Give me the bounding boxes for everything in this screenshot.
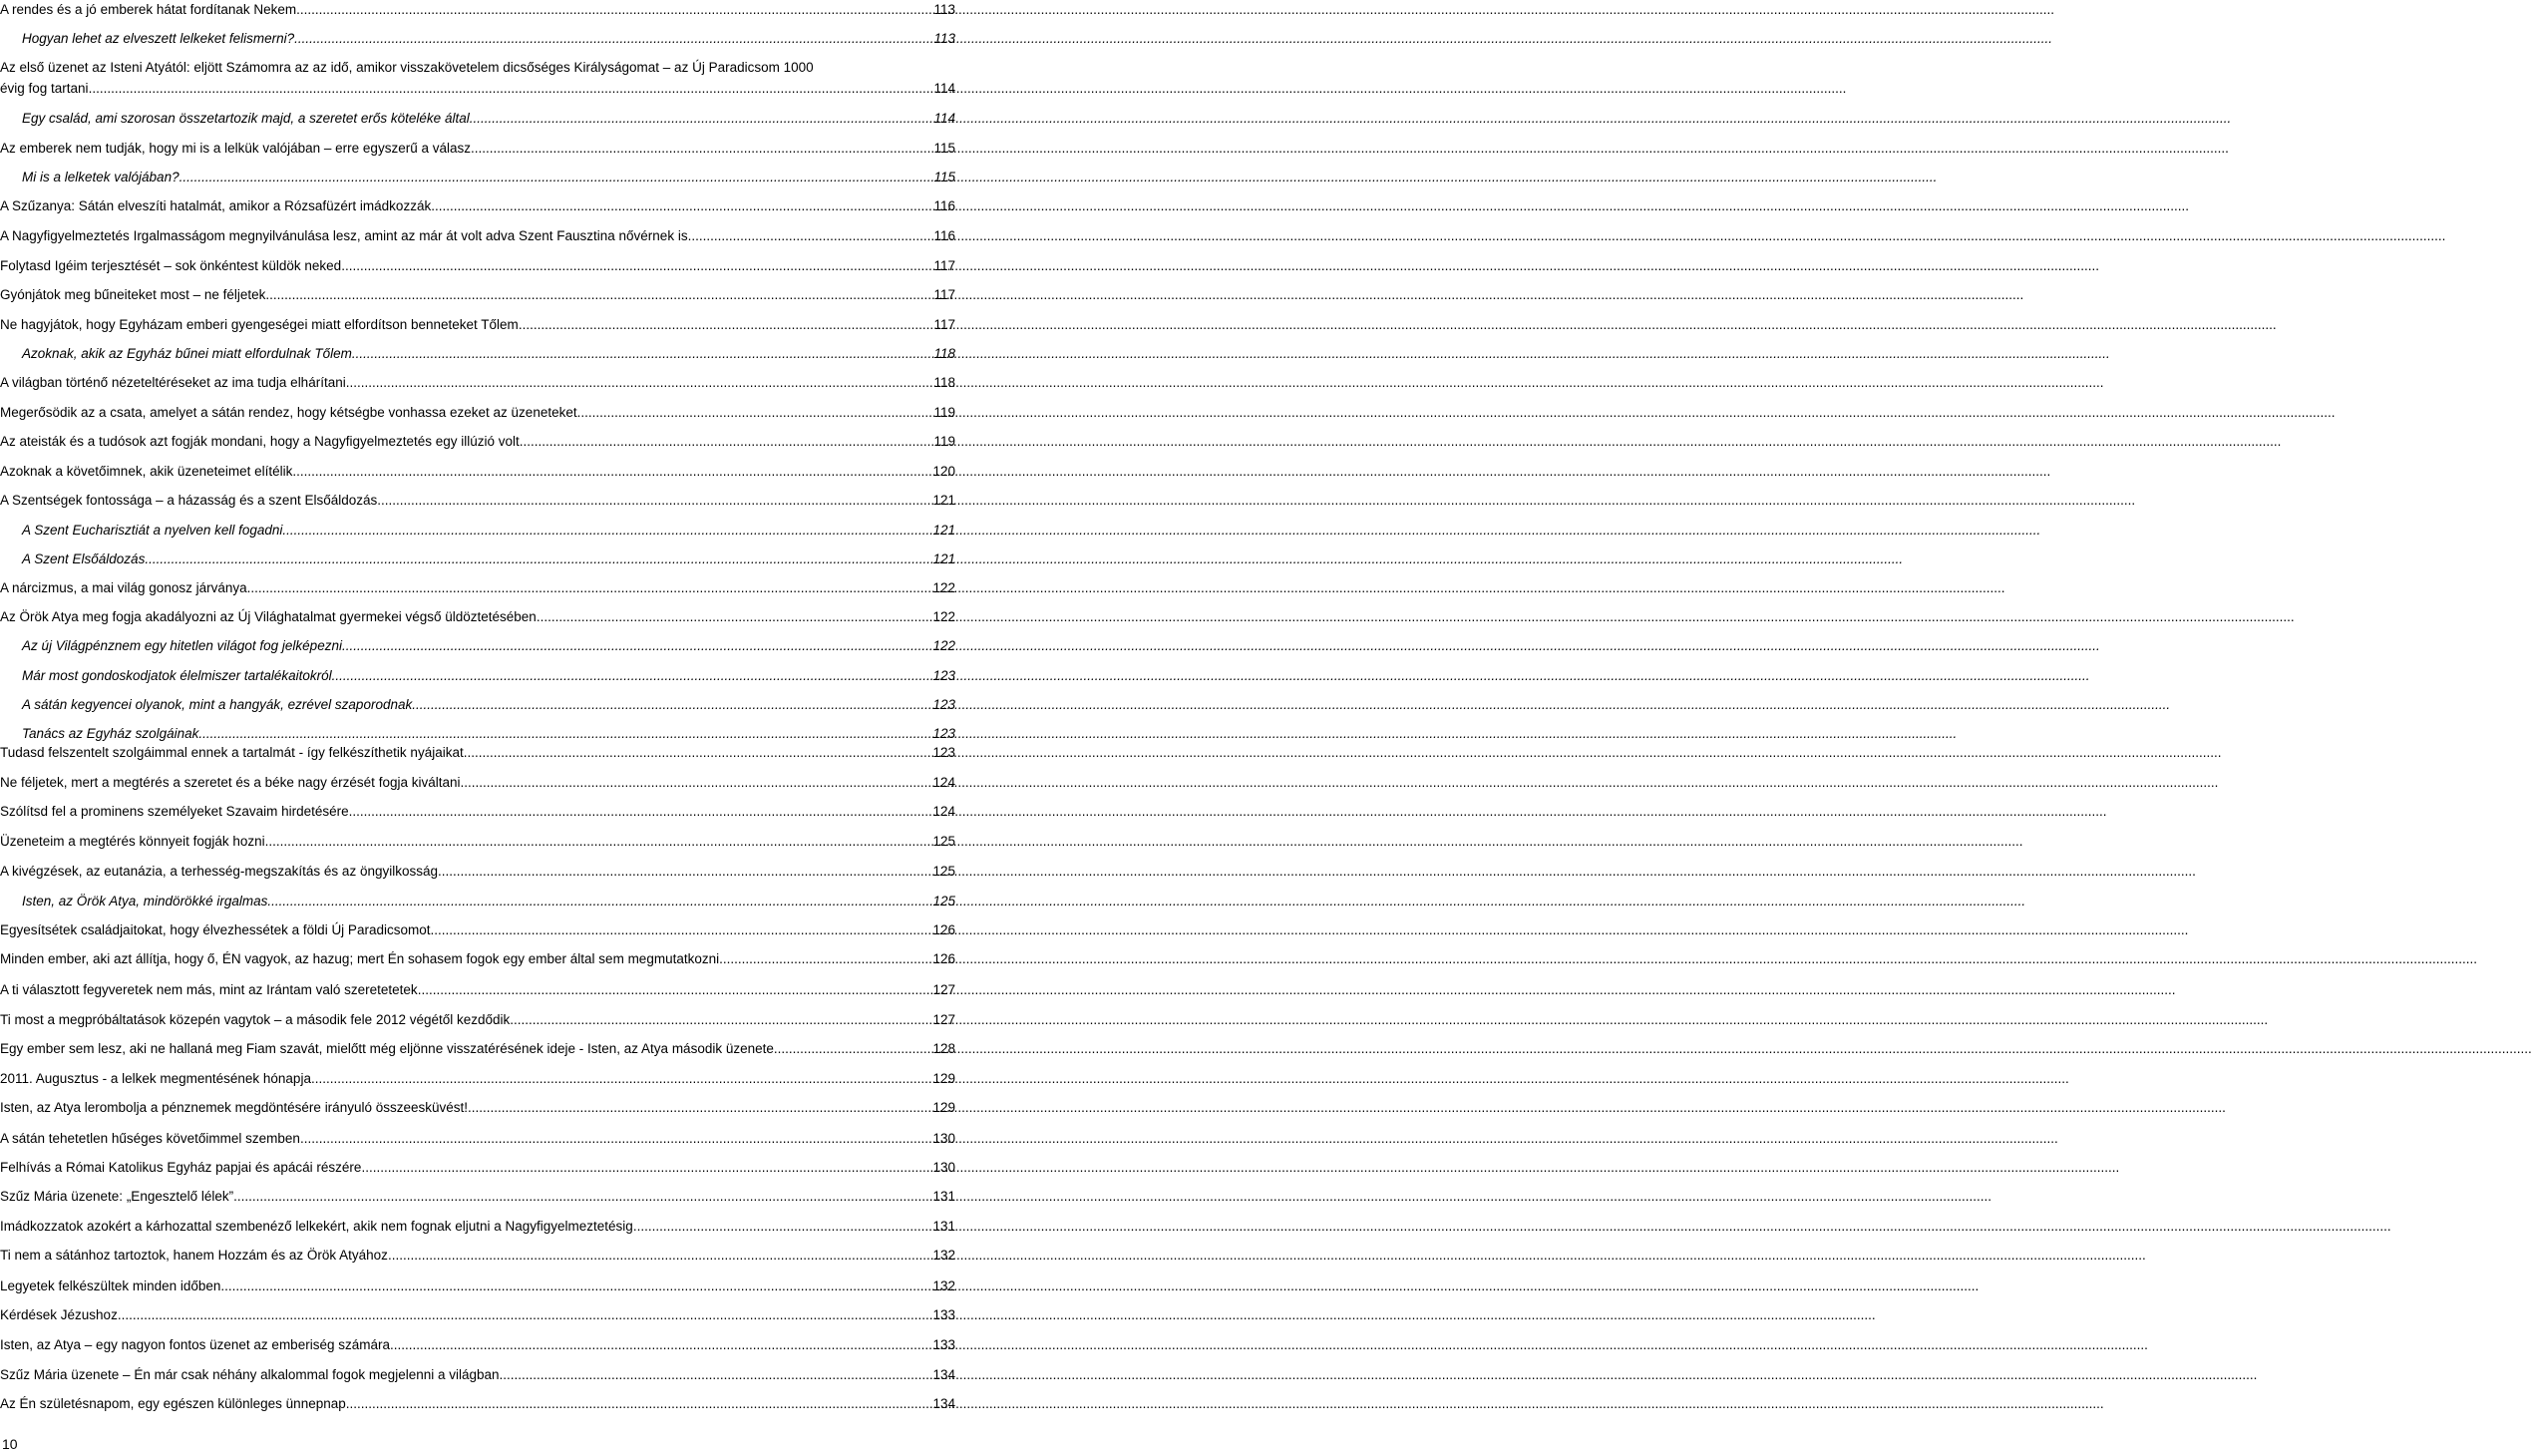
toc-entry[interactable] <box>0 523 955 539</box>
toc-entry-page: 129 <box>932 1071 955 1086</box>
toc-entry-title: Az Én születésnapom, egy egészen különleges ünnepnap <box>0 1396 346 1411</box>
toc-entry-page: 125 <box>932 864 955 879</box>
toc-entry-title: Tudasd felszentelt szolgáimmal ennek a tartalmát - így felkészíthetik nyájaikat <box>0 745 464 760</box>
dot-leader <box>431 198 931 214</box>
toc-entry[interactable] <box>0 1189 955 1205</box>
toc-entry-title: Ne féljetek, mert a megtérés a szeretet és a béke nagy érzését fogja kiváltani <box>0 775 461 790</box>
toc-entry-page: 113 <box>933 2 955 17</box>
toc-entry-title: Szűz Mária üzenete – Én már csak néhány alkalommal fogok megjelenni a világban <box>0 1367 500 1382</box>
toc-entry-title: A Szent Eucharisztiát a nyelven kell fogadni <box>22 523 283 538</box>
dot-leader <box>296 2 931 18</box>
dot-leader <box>341 258 931 274</box>
toc-entry-title: A kivégzések, az eutanázia, a terhesség-megszakítás és az öngyilkosság <box>0 864 438 879</box>
toc-entry[interactable] <box>0 580 955 596</box>
toc-entry-page: 133 <box>932 1307 955 1322</box>
toc-entry-title: A nárcizmus, a mai világ gonosz járványa <box>0 580 247 595</box>
toc-entry[interactable] <box>0 834 955 850</box>
toc-entry[interactable] <box>0 141 955 157</box>
dot-leader <box>418 982 931 998</box>
toc-entry[interactable] <box>0 609 955 625</box>
dot-leader <box>346 1396 931 1412</box>
toc-entry[interactable] <box>0 228 955 244</box>
dot-leader <box>524 434 932 450</box>
toc-entry-page: 122 <box>932 609 955 624</box>
toc-entry-page: 125 <box>932 834 955 849</box>
dot-leader <box>294 31 931 47</box>
toc-entry-page: 113 <box>933 31 955 46</box>
dot-leader <box>198 726 930 742</box>
toc-entry[interactable] <box>0 1131 955 1147</box>
dot-leader <box>468 1100 930 1116</box>
toc-entry-title: A ti választott fegyveretek nem más, mint az Irántam való szeretetetek <box>0 982 418 997</box>
toc-entry-title: Felhívás a Római Katolikus Egyház papjai és apácái részére <box>0 1160 362 1175</box>
toc-entry[interactable] <box>0 258 955 274</box>
toc-entry-title: Isten, az Örök Atya, mindörökké irgalmas <box>22 894 268 909</box>
dot-leader <box>265 287 931 303</box>
toc-entry-page: 130 <box>932 1131 955 1146</box>
toc-entry-title: Az új Világpénznem egy hitetlen világot fog jelképezni <box>22 638 342 653</box>
toc-entry-page: 134 <box>932 1367 955 1382</box>
toc-entry[interactable] <box>0 697 955 713</box>
dot-leader <box>267 894 930 910</box>
toc-entry[interactable] <box>0 170 955 185</box>
dot-leader <box>633 1219 931 1235</box>
toc-entry-page: 132 <box>932 1248 955 1263</box>
toc-entry-page: 117 <box>933 317 955 332</box>
toc-entry-title: Legyetek felkészültek minden időben <box>0 1278 221 1293</box>
dot-leader <box>118 1307 931 1323</box>
dot-leader <box>500 1367 931 1383</box>
toc-entry[interactable] <box>0 551 955 567</box>
dot-leader <box>577 405 932 421</box>
toc-entry[interactable] <box>0 31 955 47</box>
toc-entry-page: 127 <box>932 982 955 997</box>
toc-entry-page: 126 <box>932 922 955 937</box>
dot-leader <box>377 493 930 509</box>
toc-entry-page: 114 <box>933 81 955 96</box>
toc-entry-title: Imádkozzatok azokért a kárhozattal szembenéző lelkekért, akik nem fognak eljutni a Nagyfigyelmeztetésig <box>0 1219 633 1234</box>
toc-entry-page: 119 <box>933 405 955 420</box>
toc-entry-title: Egyesítsétek családjaitokat, hogy élvezhessétek a földi Új Paradicsomot <box>0 922 431 937</box>
toc-entry-page: 121 <box>932 493 955 508</box>
toc-entry[interactable] <box>0 81 955 97</box>
toc-entry[interactable] <box>0 1100 955 1116</box>
toc-entry-title: Folytasd Igéim terjesztését – sok önkéntest küldök neked <box>0 258 342 273</box>
toc-entry-title: A sátán tehetetlen hűséges követőimmel szemben <box>0 1131 300 1146</box>
toc-entry[interactable] <box>0 668 955 684</box>
toc-entry-title: A Nagyfigyelmeztetés Irgalmasságom megnyilvánulása lesz, amint az már át volt adva Szent Fausztina nővérnek is <box>0 228 688 243</box>
toc-entry-page: 123 <box>932 668 955 683</box>
toc-entry-title: Kérdések Jézushoz <box>0 1307 118 1322</box>
toc-entry-title: A világban történő nézeteltéréseket az ima tudja elhárítani <box>0 375 346 390</box>
toc-entry-title: Ne hagyjátok, hogy Egyházam emberi gyengeségei miatt elfordítson benneteket Tőlem <box>0 317 519 332</box>
dot-leader <box>300 1131 931 1147</box>
dot-leader <box>292 464 930 480</box>
dot-leader <box>510 1012 930 1028</box>
toc-entry[interactable] <box>0 1307 955 1323</box>
page-number: 10 <box>2 1436 18 1452</box>
toc-entry[interactable] <box>0 894 955 910</box>
toc-entry-title: A sátán kegyencei olyanok, mint a hangyák, ezrével szaporodnak <box>22 697 413 712</box>
toc-entry[interactable] <box>0 1278 955 1294</box>
toc-entry-title: Mi is a lelketek valójában? <box>22 170 180 184</box>
toc-entry-title-line1: Az első üzenet az Isteni Atyától: eljött Számomra az az idő, amikor visszakövetelem dicsőséges Királyságomat – az Új Paradicsom 1000 <box>0 60 814 75</box>
toc-entry-title: Azoknak a követőimnek, akik üzeneteimet elítélik <box>0 464 293 479</box>
toc-entry-page: 115 <box>933 170 955 184</box>
toc-entry[interactable] <box>0 346 955 362</box>
dot-leader <box>361 1160 930 1176</box>
toc-entry-title: Ti most a megpróbáltatások közepén vagytok – a második fele 2012 végétől kezdődik <box>0 1012 511 1027</box>
toc-entry[interactable] <box>0 434 955 450</box>
toc-entry[interactable] <box>0 951 955 967</box>
dot-leader <box>220 1278 930 1294</box>
toc-entry-title: Megerősödik az a csata, amelyet a sátán rendez, hogy kétségbe vonhassa ezeket az üzeneteket <box>0 405 577 420</box>
dot-leader <box>537 609 931 625</box>
toc-entry[interactable] <box>0 864 955 880</box>
toc-entry-page: 121 <box>932 523 955 538</box>
toc-entry-page: 116 <box>933 198 955 213</box>
dot-leader <box>461 775 931 791</box>
toc-entry-page: 131 <box>932 1219 955 1234</box>
toc-entry[interactable] <box>0 1248 955 1264</box>
toc-entry[interactable] <box>0 775 955 791</box>
dot-leader <box>233 1189 930 1205</box>
toc-entry-page: 130 <box>932 1160 955 1175</box>
toc-entry[interactable] <box>0 922 955 938</box>
toc-entry[interactable] <box>0 375 955 391</box>
toc-entry-title: Tanács az Egyház szolgáinak <box>22 726 199 741</box>
toc-entry-title: Isten, az Atya lerombolja a pénznemek megdöntésére irányuló összeesküvést! <box>0 1100 469 1115</box>
toc-entry[interactable] <box>0 638 955 654</box>
toc-entry[interactable] <box>0 1160 955 1176</box>
toc-entry[interactable] <box>0 1337 955 1353</box>
dot-leader <box>346 375 932 391</box>
toc-entry-title: Hogyan lehet az elveszett lelkeket felismerni? <box>22 31 295 46</box>
toc-entry-page: 118 <box>933 375 955 390</box>
toc-entry-page: 123 <box>932 697 955 712</box>
toc-entry[interactable] <box>0 1071 955 1087</box>
toc-entry-page: 125 <box>932 894 955 909</box>
dot-leader <box>774 1041 931 1057</box>
dot-leader <box>688 228 932 244</box>
toc-entry-title: Azoknak, akik az Egyház bűnei miatt elfordulnak Tőlem <box>22 346 352 361</box>
toc-entry-page: 122 <box>932 580 955 595</box>
toc-entry-page: 123 <box>932 726 955 741</box>
dot-leader <box>180 170 932 185</box>
dot-leader <box>342 638 931 654</box>
toc-entry[interactable] <box>0 1396 955 1412</box>
toc-entry-title: A rendes és a jó emberek hátat fordítanak Nekem <box>0 2 297 17</box>
dot-leader <box>311 1071 931 1087</box>
toc-entry-title: 2011. Augusztus - a lelkek megmentésének hónapja <box>0 1071 311 1086</box>
toc-entry[interactable] <box>0 1367 955 1383</box>
dot-leader <box>390 1337 930 1353</box>
toc-entry-page: 129 <box>932 1100 955 1115</box>
dot-leader <box>388 1248 931 1264</box>
toc-entry-title: Az ateisták és a tudósok azt fogják mondani, hogy a Nagyfigyelmeztetés egy illúzió volt. <box>0 434 524 449</box>
toc-entry-page: 116 <box>933 228 955 243</box>
toc-entry-title: Gyónjátok meg bűneiteket most – ne féljetek <box>0 287 266 302</box>
dot-leader <box>265 834 931 850</box>
toc-entry-title: Szűz Mária üzenete: „Engesztelő lélek” <box>0 1189 234 1204</box>
toc-entry[interactable] <box>0 464 955 480</box>
dot-leader <box>719 951 930 967</box>
toc-entry-title: A Szent Elsőáldozás <box>22 551 146 566</box>
dot-leader <box>282 523 930 539</box>
dot-leader <box>89 81 932 97</box>
toc-entry[interactable] <box>0 982 955 998</box>
toc-entry[interactable] <box>0 1012 955 1028</box>
dot-leader <box>247 580 931 596</box>
toc-entry[interactable] <box>0 317 955 333</box>
dot-leader <box>145 551 930 567</box>
toc-entry[interactable] <box>0 745 955 761</box>
toc-entry[interactable] <box>0 405 955 421</box>
toc-entry-title: Ti nem a sátánhoz tartoztok, hanem Hozzám és az Örök Atyához <box>0 1248 388 1263</box>
toc-entry-page: 115 <box>933 141 955 156</box>
toc-entry-title: Szólítsd fel a prominens személyeket Szavaim hirdetésére <box>0 804 349 819</box>
toc-entry-page: 124 <box>932 775 955 790</box>
toc-entry-title: Az Örök Atya meg fogja akadályozni az Új Világhatalmat gyermekei végső üldöztetésében <box>0 609 537 624</box>
toc-entry[interactable] <box>0 804 955 820</box>
toc-entry[interactable] <box>0 287 955 303</box>
toc-entry-page: 118 <box>933 346 955 361</box>
dot-leader <box>471 141 931 157</box>
toc-entry-page: 119 <box>933 434 955 449</box>
toc-entry-page: 131 <box>932 1189 955 1204</box>
toc-entry-title: Egy család, ami szorosan összetartozik majd, a szeretet erős köteléke által. <box>22 111 474 126</box>
toc-entry-title: Már most gondoskodjatok élelmiszer tartalékaitokról <box>22 668 332 683</box>
toc-entry-page: 117 <box>933 287 955 302</box>
toc-entry-title: A Szentségek fontossága – a házasság és a szent Elsőáldozás <box>0 493 378 508</box>
toc-entry-page: 117 <box>933 258 955 273</box>
toc-entry-page: 134 <box>932 1396 955 1411</box>
toc-entry[interactable] <box>0 111 955 127</box>
toc-entry-page: 126 <box>932 951 955 966</box>
toc-entry[interactable] <box>0 2 955 18</box>
dot-leader <box>332 668 931 684</box>
toc-entry-page: 128 <box>932 1041 955 1056</box>
toc-entry-page: 132 <box>932 1278 955 1293</box>
toc-entry[interactable] <box>0 493 955 509</box>
toc-entry[interactable] <box>0 726 955 742</box>
toc-entry-page: 123 <box>932 745 955 760</box>
toc-entry-title: Üzeneteim a megtérés könnyeit fogják hozni <box>0 834 265 849</box>
toc-entry-title: A Szűzanya: Sátán elveszíti hatalmát, amikor a Rózsafüzért imádkozzák <box>0 198 432 213</box>
dot-leader <box>349 804 931 820</box>
toc-entry-page: 120 <box>932 464 955 479</box>
toc-entry-title: Isten, az Atya – egy nagyon fontos üzenet az emberiség számára <box>0 1337 390 1352</box>
toc-entry-page: 133 <box>932 1337 955 1352</box>
toc-entry-page: 127 <box>932 1012 955 1027</box>
dot-leader <box>412 697 930 713</box>
toc-entry-page: 121 <box>932 551 955 566</box>
toc-entry-title: Egy ember sem lesz, aki ne hallaná meg Fiam szavát, mielőtt még eljönne visszatérésének ideje - Isten, az Atya második üzenete <box>0 1041 774 1056</box>
dot-leader <box>352 346 932 362</box>
toc-entry[interactable] <box>0 1219 955 1235</box>
toc-entry-page: 114 <box>933 111 955 126</box>
toc-entry-page: 124 <box>932 804 955 819</box>
dot-leader <box>430 922 930 938</box>
toc-entry[interactable] <box>0 198 955 214</box>
toc-entry-title: évig fog tartani <box>0 81 89 96</box>
dot-leader <box>519 317 932 333</box>
dot-leader <box>464 745 931 761</box>
toc-entry-page: 122 <box>932 638 955 653</box>
dot-leader <box>438 864 930 880</box>
dot-leader <box>473 111 931 127</box>
toc-entry[interactable] <box>0 1041 955 1057</box>
toc-entry-title: Minden ember, aki azt állítja, hogy ő, ÉN vagyok, az hazug; mert Én sohasem fogok egy ember által sem megmutatkozni <box>0 951 720 966</box>
toc-entry-title: Az emberek nem tudják, hogy mi is a lelkük valójában – erre egyszerű a válasz <box>0 141 471 156</box>
